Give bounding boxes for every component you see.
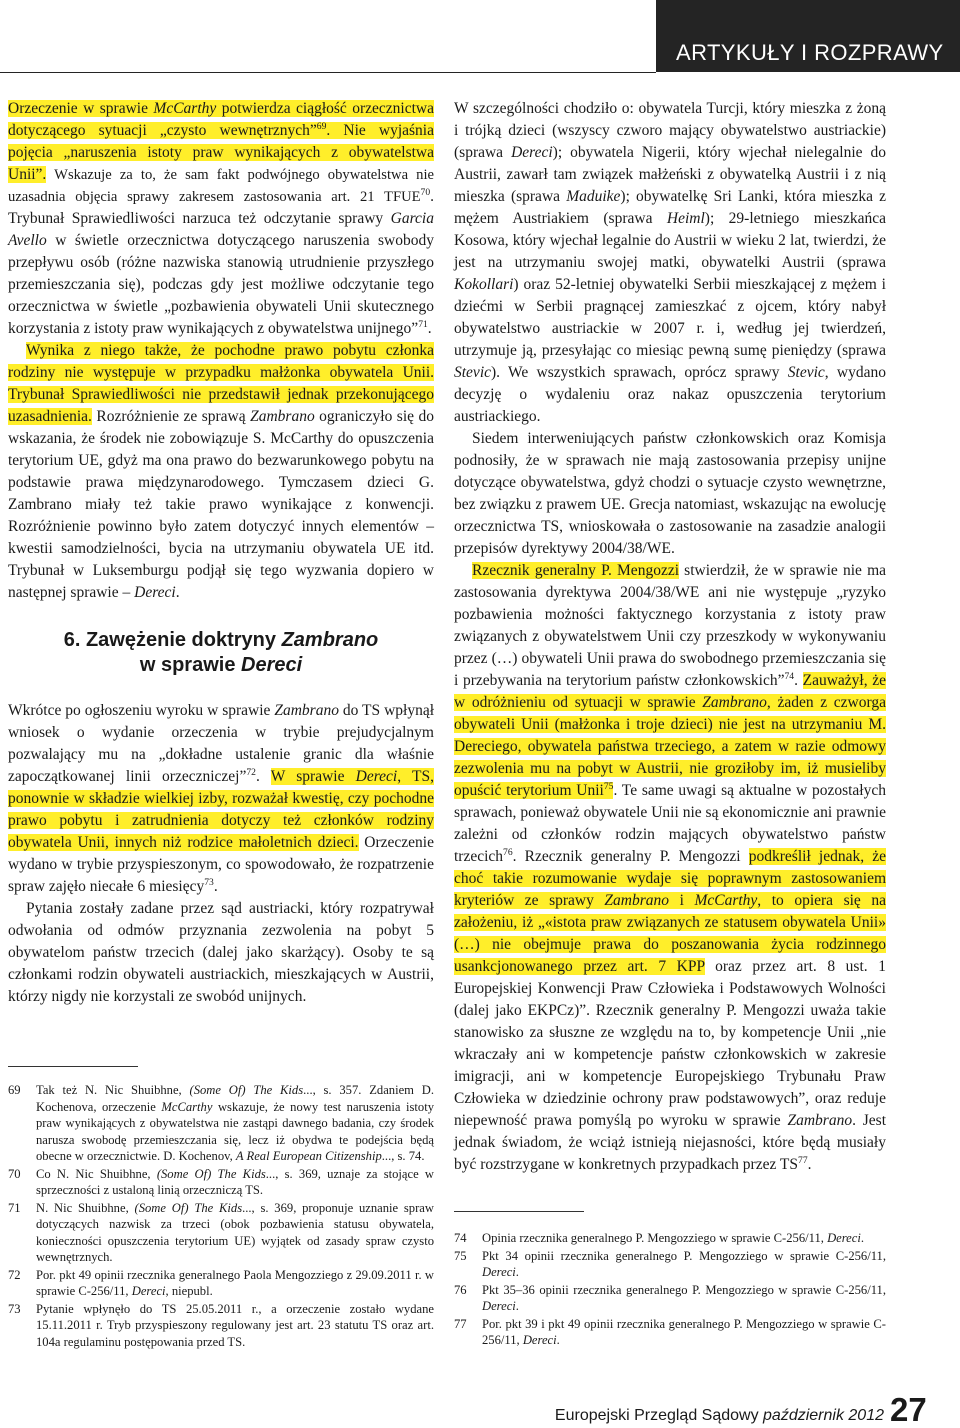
- footnote-ref-75[interactable]: 75: [603, 780, 614, 792]
- footnote-73: 73 Pytanie wpłynęło do TS 25.05.2011 r., a orzeczenie zostało wydane 15.11.2011 r. Tryb przyspieszony regulowany jest art. 23 statutu TS oraz art. 104a regulaminu postępowania przed TS.: [8, 1301, 434, 1349]
- highlight: Zauważył, że w odróżnieniu od sytuacji w sprawie Zambrano, żaden z czworga obywateli Unii (małżonka i troje dzieci) nie jest na utrzymaniu M. Dereciego, obywatela państwa trzeciego, a zatem w razie odmowy zezwolenia mu na pobyt w Austrii, nie groziłoby im, iż musieliby opuścić terytorium Unii$^{75}$: [454, 672, 886, 799]
- footnote-ref-74[interactable]: 74: [784, 670, 795, 682]
- footnote-ref-73[interactable]: 73: [204, 876, 214, 888]
- section-title: ARTYKUŁY I ROZPRAWY: [676, 40, 944, 65]
- right-paragraph-1: W szczególności chodziło o: obywatela Turcji, który mieszka z żoną i trójką dzieci (wszyscy czworo mający obywatelstwo austriackie) (sprawa Dereci); obywatela Nigerii, który wjechał nielegalnie do Austrii, zawarł tam związek małżeński z obywatelką Austrii i z nią mieszka (sprawa Maduike); obywatelkę Sri Lanki, która mieszka z mężem Austriakiem (sprawa Heiml); 29-letniego mieszkańca Kosowa, który wjechał legalnie do Austrii w wieku 2 lat, twierdzi, że jest na utrzymaniu swojej matki, obywatelki Austrii (sprawa Kokollari) oraz 52-letniej obywatelki Serbii mieszkającej z mężem i dziećmi w Serbii pragnącej zamieszkać z ojcem, który nabył obywatelstwo austriackie w 2007 r. i, według jej twierdzeń, utrzymuje ją, przesyłając co miesiąc pewną sumę pieniędzy (sprawa Stevic). We wszystkich sprawach, oprócz sprawy Stevic, wydano decyzję o wydaleniu oraz nakaz opuszczenia terytorium austriackiego.: [454, 100, 887, 425]
- header-rule: [0, 72, 656, 73]
- left-column: [8, 98, 434, 1008]
- left-paragraph-2: Wynika z niego także, że pochodne prawo pobytu członka rodziny nie występuje w przypadku małżonka obywatela Unii. Trybunał Sprawiedliwości nie przedstawił jednak przekonującego uzasadnienia. Rozróżnienie ze sprawą Zambrano ograniczyło się do wskazania, że środek nie zobowiązuje S. McCarthy do opuszczenia terytorium UE, gdyż ma ona prawo do bezwarunkowego pobytu na podstawie prawa międzynarodowego. Tymczasem dzieci G. Zambrano miały też takie prawo wynikające z konwencji. Rozróżnienie powinno było zatem dotyczyć innych elementów – kwestii samodzielności, bycia na utrzymaniu obywatela UE itd. Trybunał w Luksemburgu podjął się tego wyzwania dopiero w następnej sprawie – Dereci.: [8, 342, 434, 601]
- footnote-ref-77[interactable]: 77: [798, 1154, 808, 1166]
- footnote-rule-right: [454, 1211, 584, 1212]
- footnote-74: 74 Opinia rzecznika generalnego P. Mengozziego w sprawie C-256/11, Dereci.: [454, 1231, 865, 1245]
- journal-name: Europejski Przegląd Sądowy: [554, 1407, 764, 1424]
- highlight: W sprawie Dereci, TS, ponownie w składzie wielkiej izby, rozważał kwestię, czy pochodne prawo pobytu i zatrudnienia dotyczy też członków rodziny obywatela Unii, innych niż rodzice małoletnich dzieci.: [8, 768, 434, 851]
- footnote-ref-69[interactable]: 69: [316, 120, 327, 132]
- footnote-69: 69 Tak też N. Nic Shuibhne, (Some Of) The Kids..., s. 357. Zdaniem D. Kochenova, orzeczenie McCarthy wskazuje, że nowy test naruszenia istoty praw wynikających z obywatelstwa nie zastąpi dawnego badania, czy środek narusza swobodę przemieszczania się, lecz iż obydwa te podejścia będą obecne w orzecznictwie. D. Kochenov, A Real European Citizenship..., s. 74.: [8, 1083, 435, 1163]
- page-number: 27: [890, 1391, 927, 1428]
- highlight: Rzecznik generalny P. Mengozzi: [472, 562, 680, 579]
- footnote-77: 77 Por. pkt 39 i pkt 49 opinii rzecznika generalnego P. Mengozziego w sprawie C-256/11, Dereci.: [454, 1316, 886, 1347]
- highlight: Wynika z niego także, że pochodne prawo pobytu członka rodziny nie występuje w przypadku małżonka obywatela Unii. Trybunał Sprawiedliwości nie przedstawił jednak przekonującego uzasadnienia.: [8, 342, 434, 425]
- footnote-ref-72[interactable]: 72: [246, 766, 256, 778]
- left-paragraph-1: Orzeczenie w sprawie McCarthy potwierdza ciągłość orzecznictwa dotyczącego sytuacji „czysto wewnętrznych”$^{69}$. Nie wyjaśnia pojęcia „naruszenia istoty praw wynikających z obywatelstwa Unii”. Wskazuje za to, że sam fakt podwójnego obywatelstwa nie uzasadnia objęcia sprawy zakresem zastosowania art. 21 TFUE$^{70}$. Trybunał Sprawiedliwości narzuca też odczytanie sprawy Garcia Avello w świetle orzecznictwa dotyczącego naruszenia swobody przepływu osób (różne nazwiska stanowią utrudnienie przyszłego przemieszczania się), podczas gdy jest możliwe odczytanie tego orzecznictwa w świetle „pozbawienia obywateli Unii skutecznego korzystania z istoty praw wynikających z obywatelstwa unijnego”$^{71}$.: [8, 100, 434, 337]
- section-heading: 6. Zawężenie doktryny Zambrano w sprawie Dereci: [63, 629, 379, 676]
- footnotes-right: [454, 1230, 886, 1350]
- journal-footer: [555, 1407, 884, 1425]
- section-header: [656, 0, 960, 72]
- right-column: [454, 98, 886, 1176]
- left-paragraph-3: Wkrótce po ogłoszeniu wyroku w sprawie Zambrano do TS wpłynął wniosek o wydanie orzeczenia w trybie prejudycjalnym pozwalający mu na „dokładne ustalenie granic dla właśnie zapoczątkowanej linii orzeczniczej”$^{72}$. W sprawie Dereci, TS, ponownie w składzie wielkiej izby, rozważał kwestię, czy pochodne prawo pobytu i zatrudnienia dotyczy też członków rodziny obywatela Unii, innych niż rodzice małoletnich dzieci. Orzeczenie wydano w trybie przyspieszonym, co spowodowało, że rozpatrzenie spraw zajęło niecałe 6 miesięcy$^{73}$.: [8, 702, 435, 895]
- footnote-ref-71[interactable]: 71: [418, 318, 428, 330]
- highlight: Orzeczenie w sprawie McCarthy potwierdza ciągłość orzecznictwa dotyczącego sytuacji „czysto wewnętrznych”$^{69}$. Nie wyjaśnia pojęcia „naruszenia istoty praw wynikających z obywatelstwa Unii”.: [8, 100, 434, 183]
- right-paragraph-3: Rzecznik generalny P. Mengozzi stwierdził, że w sprawie nie ma zastosowania dyrektywa 2004/38/WE ani nie występuje „ryzyko pozbawienia możności faktycznego korzystania z istoty praw związanych z obywatelstwem Unii czy przeszkody w wykonywaniu przez (…) obywateli Unii prawa do swobodnego przemieszczania się i przebywania na terytorium państw członkowskich”$^{74}$. Zauważył, że w odróżnieniu od sytuacji w sprawie Zambrano, żaden z czworga obywateli Unii (małżonka i troje dzieci) nie jest na utrzymaniu M. Dereciego, obywatela państwa trzeciego, a zatem w razie odmowy zezwolenia mu na pobyt w Austrii, nie groziłoby im, iż musieliby opuścić terytorium Unii$^{75}$. Te same uwagi są aktualne w pozostałych sprawach, ponieważ obywatele Unii nie są ekonomicznie ani prawnie zależni od członków rodzin mających obywatelstwo państw trzecich$^{76}$. Rzecznik generalny P. Mengozzi podkreślił jednak, że choć takie rozumowanie wydaje się poprawnym zastosowaniem kryteriów ze sprawy Zambrano i McCarthy, to opiera się na założeniu, iż „«istota praw związanych ze statusem obywatela Unii» (…) nie obejmuje prawa do poszanowania życia rodzinnego usankcjonowanego przez art. 7 KPP oraz przez art. 8 ust. 1 Europejskiej Konwencji Praw Człowieka i Podstawowych Wolności (dalej jako EKPCz)”. Rzecznik generalny P. Mengozzi uważa takie stanowisko za słuszne ze względu na to, by kompetencje Unii „nie wkraczały ani w kompetencje państw członkowskich w zakresie imigracji, ani w kompetencje Europejskiego Trybunału Praw Człowieka w dziedzinie ochrony praw podstawowych”, oraz reduje niepewność prawa pomyślą po wyroku w sprawie Zambrano. Jest jednak świadom, że wciąż istnieją niejasności, które będą musiały być rozstrzygane w konkretnych przypadkach przez TS$^{77}$.: [454, 562, 887, 1173]
- footnote-71: 71 N. Nic Shuibhne, (Some Of) The Kids..., s. 369, proponuje uznanie spraw dotyczących nazwisk za trzeci (obok pozbawienia statusu obywatela, konieczności opuszczenia terytorium UE) wyjątek od zasady spraw czysto wewnętrznych.: [8, 1200, 434, 1264]
- footnote-ref-76[interactable]: 76: [503, 846, 513, 858]
- footnote-75: 75 Pkt 34 opinii rzecznika generalnego P. Mengozziego w sprawie C-256/11, Dereci.: [454, 1248, 886, 1279]
- highlight: podkreślił jednak, że choć takie rozumowanie wydaje się poprawnym zastosowaniem kryteriów ze sprawy Zambrano i McCarthy, to opiera się na założeniu, iż „«istota praw związanych ze statusem obywatela Unii» (…) nie obejmuje prawa do poszanowania życia rodzinnego usankcjonowanego przez art. 7 KPP: [454, 848, 886, 975]
- footnotes-left: [8, 1082, 434, 1351]
- journal-issue: październik 2012: [763, 1407, 884, 1424]
- footnote-70: 70 Co N. Nic Shuibhne, (Some Of) The Kids..., s. 369, uznaje za stojące w sprzeczności z ustaloną linią orzeczniczą TS.: [8, 1166, 434, 1197]
- footnote-72: 72 Por. pkt 49 opinii rzecznika generalnego Paola Mengozziego z 29.09.2011 r. w sprawie C-256/11, Dereci, niepubl.: [8, 1267, 434, 1298]
- footnote-76: 76 Pkt 35–36 opinii rzecznika generalnego P. Mengozziego w sprawie C-256/11, Dereci.: [454, 1282, 886, 1313]
- footnote-ref-70[interactable]: 70: [420, 186, 431, 198]
- left-paragraph-4: Pytania zostały zadane przez sąd austriacki, który rozpatrywał odwołania od odmów przyznania zezwolenia na pobyt 5 obywatelom państw trzecich (dalej jako skarżący). Osoby te są członkami rodzin obywateli austriackich, mieszkających w Austrii, którzy nigdy nie korzystali ze swobód unijnych.: [8, 900, 434, 1005]
- right-paragraph-2: Siedem interweniujących państw członkowskich oraz Komisja podnosiły, że w sprawach nie mają zastosowania przepisy unijne dotyczące obywatelstwa, gdyż chodzi o sytuacje czysto wewnętrzne, bez związku z prawem UE. Grecja natomiast, wskazując na ewolucję orzecznictwa TS, wnioskowała o zastosowanie na zasadzie analogii przepisów dyrektywy 2004/38/WE.: [454, 430, 886, 557]
- footnote-rule-left: [8, 1066, 138, 1067]
